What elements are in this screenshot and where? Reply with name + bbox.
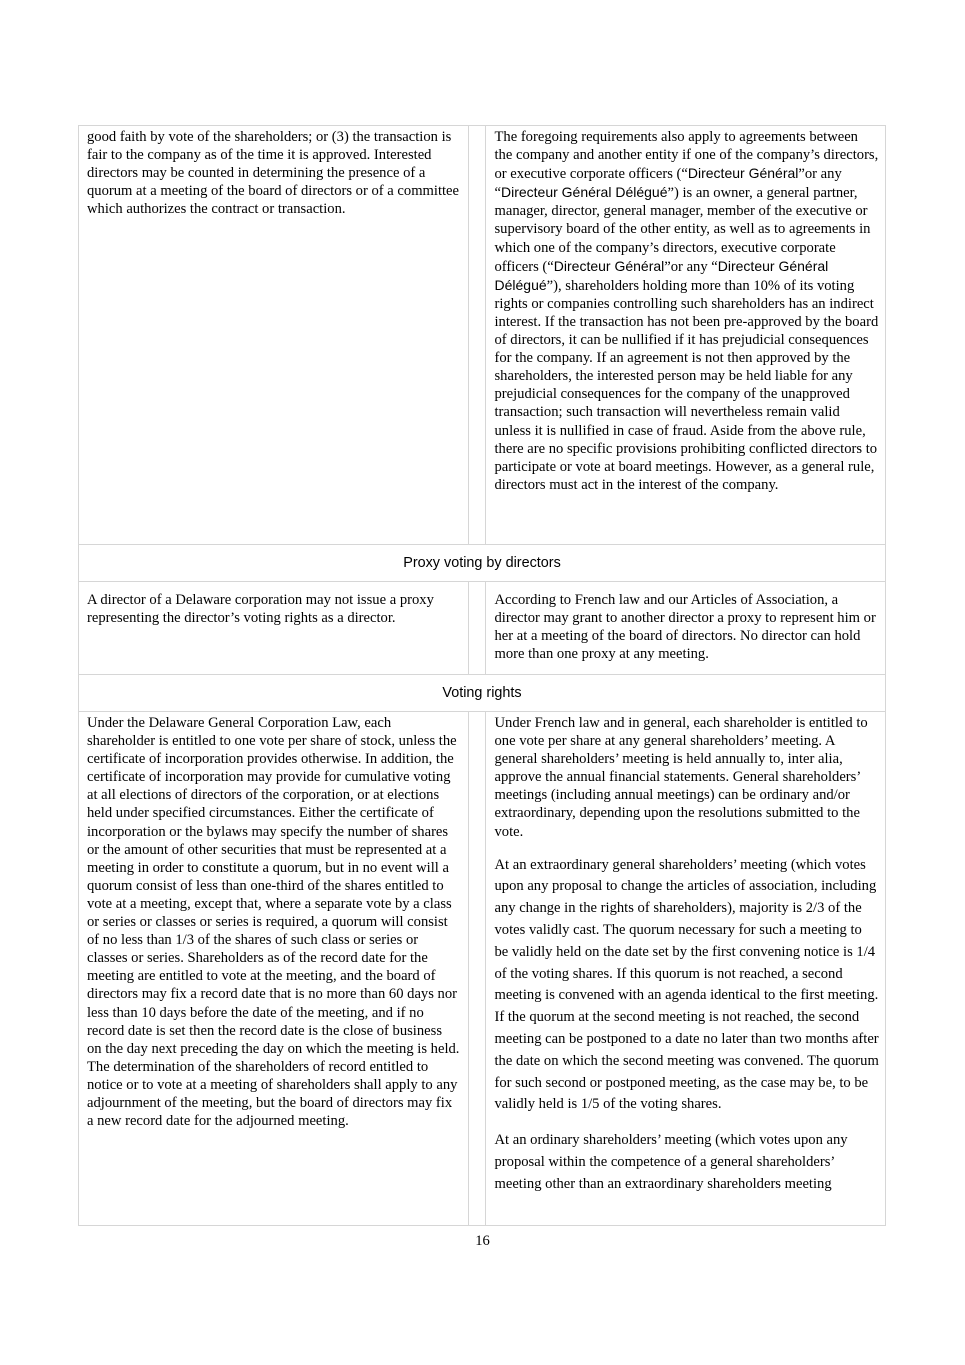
voting-row [79,712,886,1226]
conflict-delaware-text: good faith by vote of the shareholders; or (3) the transaction is fair to the company as of the time it is approved. Interested directors may be counted in determining the presence of a quorum at a meeting of the board of directors or of a committee which authorizes the contract or transaction. [87,129,460,218]
conflict-france-text: The foregoing requirements also apply to agreements between the company and another entity if one of the company’s directors, or executive corporate officers (“Directeur Général”or any “Directeur Général Délégué”) is an owner, a general partner, manager, director, general manager, member of the executive or supervisory board of the other entity, as well as to agreements in which one of the company’s directors, executive corporate officers (“Directeur Général”or any “Directeur Général Délégué”), shareholders holding more than 10% of its voting rights or companies controlling such shareholders has an indirect interest. If the transaction has not been pre-approved by the board of directors, it can be nullified if it has prejudicial consequences for the company. If an agreement is not then approved by the shareholders, the interested person may be held liable for any prejudicial consequences for the company of the unapproved transaction; such transaction will nevertheless remain valid unless it is nullified in case of fraud. Aside from the above rule, there are no specific provisions prohibiting conflicted directors to participate or vote at board meetings. However, as a general rule, directors must act in the interest of the company. [494,129,879,493]
proxy-france-text: According to French law and our Articles of Association, a director may grant to another director a proxy to represent him or her at a meeting of the board of directors. No director can hold more than one proxy at any meeting. [494,592,876,663]
french-term: Directeur Général [553,257,665,274]
proxy-delaware-text: A director of a Delaware corporation may not issue a proxy representing the director’s voting rights as a director. [87,592,434,627]
gap-cell [469,126,486,545]
paragraph: Under French law and in general, each shareholder is entitled to one vote per share at any general shareholders’ meeting. A general shareholders’ meeting is held annually to, inter alia, approve the annual financial statements. General shareholders’ meetings (including annual meetings) can be ordinary and/or extraordinary, depending upon the resolutions submitted to the vote. [494,715,868,840]
france-cell [486,126,886,545]
comparison-table [78,125,886,1226]
delaware-cell [79,582,469,675]
conflict-row [79,126,886,545]
france-cell [486,582,886,675]
voting-france-text [486,712,885,1198]
voting-heading-row [79,675,886,712]
france-cell [486,712,886,1226]
paragraph: At an extraordinary general shareholders’ meeting (which votes upon any proposal to change the articles of association, including any change in the rights of shareholders), majority is 2/3 of the votes validly cast. The quorum necessary for such a meeting to be validly held on the date set by the first convening notice is 1/4 of the voting shares. If this quorum is not reached, a second meeting is convened with an agenda identical to the first meeting. If the quorum at the second meeting is not reached, the second meeting can be postponed to a date no later than two months after the date on which the second meeting was convened. The quorum for such second or postponed meeting, as the case may be, to be validly held is 1/5 of the voting shares. [494,856,879,1113]
proxy-row [79,582,886,675]
section-heading: Voting rights [79,675,886,712]
delaware-cell [79,126,469,545]
french-term: Directeur Général [687,165,799,182]
french-term: Directeur Général Délégué [494,257,829,293]
section-heading: Proxy voting by directors [79,545,886,582]
page-number: 16 [475,1233,490,1249]
gap-cell [469,712,486,1226]
voting-delaware-text: Under the Delaware General Corporation Law, each shareholder is entitled to one vote per share of stock, unless the certificate of incorporation provides otherwise. In addition, the certificate of incorporation may provide for cumulative voting at all elections of directors of the corporation, or at elections held under specified circumstances. Either the certificate of incorporation or the bylaws may specify the number of shares or the amount of other securities that must be represented at a meeting in order to constitute a quorum, but in no event will a quorum consist of less than one-third of the shares entitled to vote at a meeting, except that, where a separate vote by a class or series or classes or series is required, a quorum will consist of no less than 1/3 of the shares of such class or series or classes or series. Shareholders as of the record date for the meeting are entitled to vote at the meeting, and the board of directors may fix a record date that is no more than 60 days nor less than 10 days before the date of the meeting, and if no record date is set then the record date is the close of business on the day next preceding the day on which the meeting is held. The determination of the shareholders of record entitled to notice or to vote at a meeting of shareholders shall apply to any adjournment of the meeting, but the board of directors may fix a new record date for the adjourned meeting. [87,715,460,1130]
french-term: Directeur Général Délégué [500,184,668,201]
paragraph: At an ordinary shareholders’ meeting (which votes upon any proposal within the competence of a general shareholders’ meeting other than an extraordinary shareholders meeting [494,1132,848,1192]
gap-cell [469,582,486,675]
proxy-heading-row [79,545,886,582]
delaware-cell [79,712,469,1226]
